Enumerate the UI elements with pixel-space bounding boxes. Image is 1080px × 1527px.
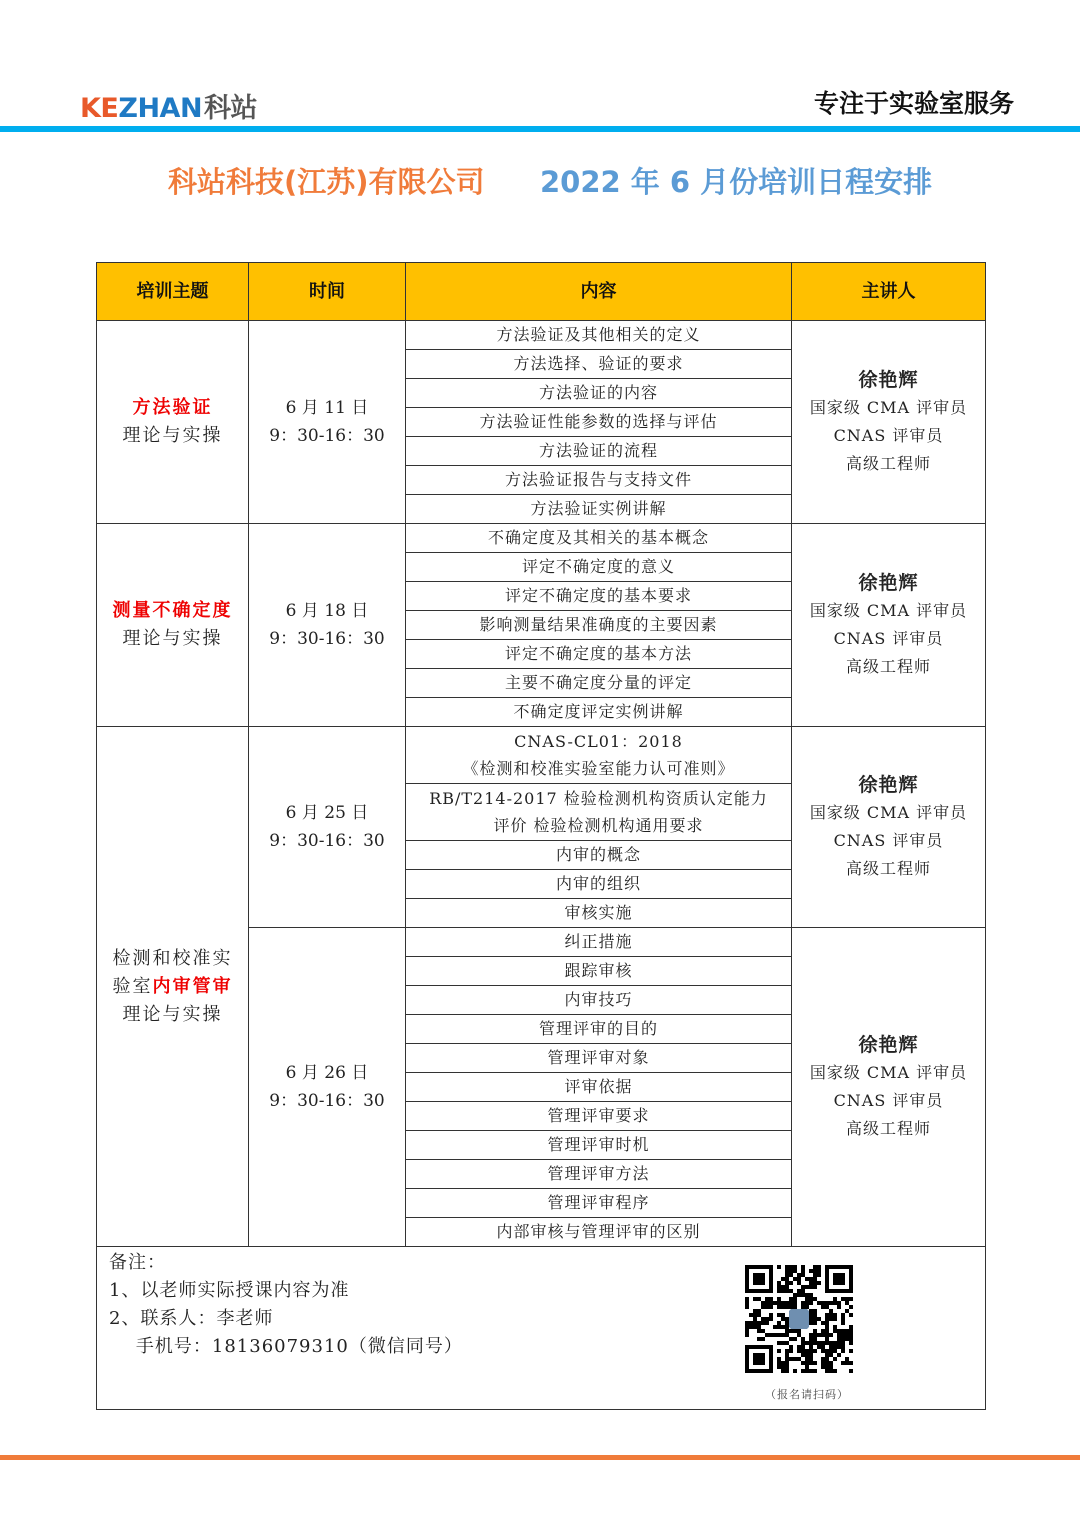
content-item: RB/T214-2017 检验检测机构资质认定能力 评价 检验检测机构通用要求 — [406, 784, 792, 841]
content-item: 纠正措施 — [406, 928, 792, 957]
lecturer-title: 国家级 CMA 评审员 — [809, 803, 968, 822]
content-item: 方法验证报告与支持文件 — [406, 466, 792, 495]
topic-text: 方法验证 — [132, 397, 213, 418]
content-item: 管理评审时机 — [406, 1131, 792, 1160]
lecturer-title: 高级工程师 — [845, 657, 931, 676]
content-item: 方法验证实例讲解 — [406, 495, 792, 524]
topic-cell — [97, 524, 249, 727]
notes-line: 2、联系人：李老师 — [109, 1308, 274, 1329]
content-item: 方法验证性能参数的选择与评估 — [406, 408, 792, 437]
lecturer-name: 徐艳辉 — [858, 572, 919, 594]
header-divider — [0, 126, 1080, 132]
session-date: 6 月 11 日 — [285, 398, 369, 418]
schedule-title: 2022 年 6 月份培训日程安排 — [540, 165, 933, 199]
content-item: 跟踪审核 — [406, 957, 792, 986]
session-time: 9：30-16：30 — [269, 629, 385, 649]
lecturer-title: 高级工程师 — [845, 859, 931, 878]
lecturer-title: CNAS 评审员 — [833, 1091, 944, 1110]
table-header-row — [97, 263, 986, 321]
content-item: 审核实施 — [406, 899, 792, 928]
session-date: 6 月 18 日 — [285, 601, 369, 621]
qr-caption: （报名请扫码） — [765, 1388, 849, 1401]
content-item: CNAS-CL01：2018 《检测和校准实验室能力认可准则》 — [406, 727, 792, 784]
content-item: 方法验证的流程 — [406, 437, 792, 466]
content-item: 评定不确定度的基本方法 — [406, 640, 792, 669]
notes-line: 手机号：18136079310（微信同号） — [109, 1336, 463, 1357]
lecturer-cell — [792, 321, 986, 524]
lecturer-title: 国家级 CMA 评审员 — [809, 1063, 968, 1082]
topic-text: 内审管审 — [152, 975, 233, 997]
session-date: 6 月 26 日 — [285, 1063, 369, 1083]
content-item: 不确定度及其相关的基本概念 — [406, 524, 792, 553]
content-item: 评定不确定度的基本要求 — [406, 582, 792, 611]
topic-text: 理论与实操 — [122, 425, 223, 446]
topic-line — [105, 625, 240, 653]
lecturer-title: CNAS 评审员 — [833, 629, 944, 648]
company-name: 科站科技(江苏)有限公司 — [168, 165, 485, 199]
logo-text-blue: ZHAN — [118, 93, 203, 124]
session-time: 9：30-16：30 — [269, 426, 385, 446]
content-item: 评定不确定度的意义 — [406, 553, 792, 582]
topic-text: 验室 — [112, 975, 153, 997]
topic-line — [105, 597, 240, 625]
header-topic: 培训主题 — [97, 263, 249, 321]
table-row — [97, 524, 986, 553]
content-item: 内审的组织 — [406, 870, 792, 899]
session-time: 9：30-16：30 — [269, 831, 385, 851]
content-item: 管理评审要求 — [406, 1102, 792, 1131]
table-row — [97, 321, 986, 350]
content-item: 方法验证的内容 — [406, 379, 792, 408]
schedule-table — [96, 262, 986, 1410]
header-time: 时间 — [249, 263, 406, 321]
content-item: 方法选择、验证的要求 — [406, 350, 792, 379]
content-item: 管理评审的目的 — [406, 1015, 792, 1044]
content-item: 内审的概念 — [406, 841, 792, 870]
notes-line: 备注： — [109, 1252, 166, 1273]
lecturer-title: CNAS 评审员 — [833, 426, 944, 445]
lecturer-title: 国家级 CMA 评审员 — [809, 601, 968, 620]
content-item: 内部审核与管理评审的区别 — [406, 1218, 792, 1247]
content-item: 管理评审程序 — [406, 1189, 792, 1218]
topic-cell — [97, 727, 249, 1247]
table-row — [97, 727, 986, 784]
header-lecturer: 主讲人 — [792, 263, 986, 321]
lecturer-title: CNAS 评审员 — [833, 831, 944, 850]
session-date: 6 月 25 日 — [285, 803, 369, 823]
lecturer-title: 高级工程师 — [845, 1119, 931, 1138]
topic-cell — [97, 321, 249, 524]
time-cell — [249, 524, 406, 727]
lecturer-name: 徐艳辉 — [858, 774, 919, 796]
notes-line: 1、以老师实际授课内容为准 — [109, 1280, 350, 1301]
topic-text: 检测和校准实 — [112, 947, 233, 969]
time-cell — [249, 727, 406, 928]
session-time: 9：30-16：30 — [269, 1091, 385, 1111]
topic-line — [105, 422, 240, 450]
topic-text: 测量不确定度 — [112, 600, 233, 621]
content-item: 管理评审对象 — [406, 1044, 792, 1073]
topic-line — [105, 394, 240, 422]
content-item: 主要不确定度分量的评定 — [406, 669, 792, 698]
content-item: 评审依据 — [406, 1073, 792, 1102]
topic-text: 理论与实操 — [122, 628, 223, 649]
logo-text-cn: 科站 — [204, 93, 258, 124]
lecturer-cell — [792, 524, 986, 727]
lecturer-name: 徐艳辉 — [858, 369, 919, 391]
lecturer-name: 徐艳辉 — [858, 1034, 919, 1056]
topic-line — [105, 973, 240, 1001]
footer-divider — [0, 1455, 1080, 1460]
notes-cell — [97, 1247, 986, 1410]
content-item: 管理评审方法 — [406, 1160, 792, 1189]
topic-text: 理论与实操 — [122, 1003, 223, 1025]
content-item: 影响测量结果准确度的主要因素 — [406, 611, 792, 640]
content-item: 方法验证及其他相关的定义 — [406, 321, 792, 350]
content-item: 不确定度评定实例讲解 — [406, 698, 792, 727]
topic-line — [105, 945, 240, 973]
lecturer-cell — [792, 928, 986, 1247]
lecturer-title: 国家级 CMA 评审员 — [809, 398, 968, 417]
lecturer-title: 高级工程师 — [845, 454, 931, 473]
topic-line — [105, 1001, 240, 1029]
time-cell — [249, 321, 406, 524]
logo-text-orange: KE — [80, 93, 119, 124]
header-content: 内容 — [406, 263, 792, 321]
kezhan-logo — [80, 86, 257, 125]
content-item: 内审技巧 — [406, 986, 792, 1015]
lecturer-cell — [792, 727, 986, 928]
slogan: 专注于实验室服务 — [813, 89, 1014, 118]
qr-code-icon[interactable] — [745, 1265, 853, 1373]
time-cell — [249, 928, 406, 1247]
